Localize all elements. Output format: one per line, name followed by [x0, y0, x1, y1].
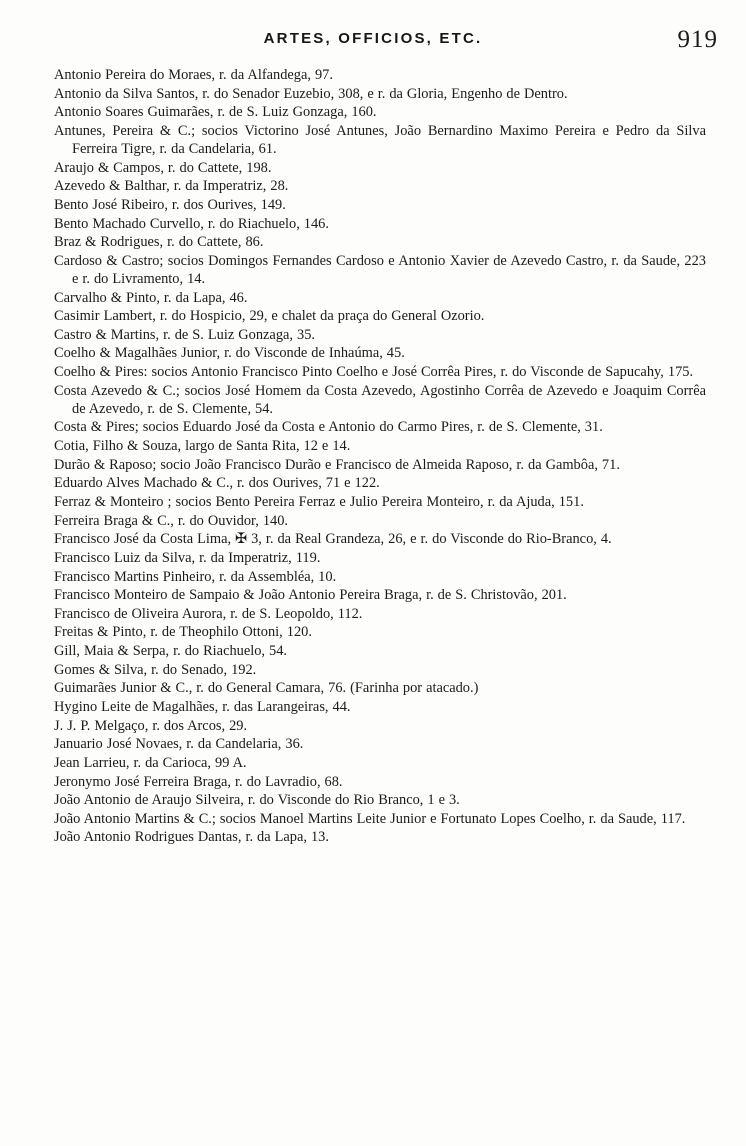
list-item: Jean Larrieu, r. da Carioca, 99 A.	[54, 754, 247, 771]
list-item: Ferraz & Monteiro ; socios Bento Pereira Ferraz e Julio Pereira Monteiro, r. da Ajuda, 151.	[54, 493, 584, 510]
list-item: Durão & Raposo; socio João Francisco Durão e Francisco de Almeida Raposo, r. da Gambôa, 71.	[54, 456, 620, 473]
directory-entry-list	[54, 66, 706, 847]
list-item: Antonio Soares Guimarães, r. de S. Luiz Gonzaga, 160.	[54, 104, 377, 121]
list-item: Castro & Martins, r. de S. Luiz Gonzaga, 35.	[54, 326, 315, 343]
list-item: Gomes & Silva, r. do Senado, 192.	[54, 661, 257, 678]
list-item: Jeronymo José Ferreira Braga, r. do Lavradio, 68.	[54, 773, 343, 790]
list-item: João Antonio de Araujo Silveira, r. do Visconde do Rio Branco, 1 e 3.	[54, 792, 460, 809]
list-item: Antunes, Pereira & C.; socios Victorino José Antunes, João Bernardino Maximo Pereira e Pedro da Silva Ferreira Tigre, r. da Candelaria, 61.	[54, 122, 706, 157]
list-item: Francisco de Oliveira Aurora, r. de S. Leopoldo, 112.	[54, 605, 363, 622]
list-item: Guimarães Junior & C., r. do General Camara, 76. (Farinha por atacado.)	[54, 680, 479, 697]
list-item: Januario José Novaes, r. da Candelaria, 36.	[54, 736, 304, 753]
list-item: Francisco Monteiro de Sampaio & João Antonio Pereira Braga, r. de S. Christovão, 201.	[54, 587, 567, 604]
list-item: Ferreira Braga & C., r. do Ouvidor, 140.	[54, 512, 289, 529]
page-header	[0, 26, 746, 56]
list-item: Araujo & Campos, r. do Cattete, 198.	[54, 159, 272, 176]
list-item: Coelho & Magalhães Junior, r. do Visconde de Inhaúma, 45.	[54, 345, 405, 362]
list-item: J. J. P. Melgaço, r. dos Arcos, 29.	[54, 717, 248, 734]
list-item: Francisco José da Costa Lima, ✠ 3, r. da Real Grandeza, 26, e r. do Visconde do Rio-Branco, 4.	[54, 531, 612, 548]
list-item: Costa Azevedo & C.; socios José Homem da Costa Azevedo, Agostinho Corrêa de Azevedo e Joaquim Corrêa de Azevedo, r. de S. Clemente, 54.	[54, 382, 706, 417]
page-number: 919	[677, 26, 718, 53]
list-item: Freitas & Pinto, r. de Theophilo Ottoni, 120.	[54, 624, 312, 641]
list-item: Gill, Maia & Serpa, r. do Riachuelo, 54.	[54, 643, 288, 660]
list-item: Francisco Luiz da Silva, r. da Imperatriz, 119.	[54, 549, 321, 566]
list-item: Hygino Leite de Magalhães, r. das Larangeiras, 44.	[54, 699, 351, 715]
list-item: Bento José Ribeiro, r. dos Ourives, 149.	[54, 196, 286, 213]
list-item: Carvalho & Pinto, r. da Lapa, 46.	[54, 289, 248, 306]
list-item: João Antonio Martins & C.; socios Manoel Martins Leite Junior e Fortunato Lopes Coelho, r. da Saude, 117.	[54, 810, 686, 827]
list-item: Azevedo & Balthar, r. da Imperatriz, 28.	[54, 178, 289, 195]
list-item: Antonio Pereira do Moraes, r. da Alfandega, 97.	[54, 67, 333, 83]
list-item: Cardoso & Castro; socios Domingos Fernandes Cardoso e Antonio Xavier de Azevedo Castro, r. da Saude, 223 e r. do Livramento, 14.	[54, 252, 706, 287]
list-item: Eduardo Alves Machado & C., r. dos Ourives, 71 e 122.	[54, 475, 380, 492]
list-item: Bento Machado Curvello, r. do Riachuelo, 146.	[54, 215, 329, 232]
list-item: Braz & Rodrigues, r. do Cattete, 86.	[54, 234, 264, 251]
running-title: ARTES, OFFICIOS, ETC.	[263, 30, 483, 47]
list-item: Cotia, Filho & Souza, largo de Santa Rita, 12 e 14.	[54, 438, 351, 455]
list-item: Antonio da Silva Santos, r. do Senador Euzebio, 308, e r. da Gloria, Engenho de Dentro.	[54, 85, 568, 102]
list-item: Francisco Martins Pinheiro, r. da Assembléa, 10.	[54, 568, 337, 585]
list-item: Costa & Pires; socios Eduardo José da Costa e Antonio do Carmo Pires, r. de S. Clemente, 31.	[54, 419, 603, 436]
list-item: João Antonio Rodrigues Dantas, r. da Lapa, 13.	[54, 829, 329, 846]
list-item: Casimir Lambert, r. do Hospicio, 29, e chalet da praça do General Ozorio.	[54, 308, 485, 325]
list-item: Coelho & Pires: socios Antonio Francisco Pinto Coelho e José Corrêa Pires, r. do Visconde de Sapucahy, 175.	[54, 364, 694, 381]
